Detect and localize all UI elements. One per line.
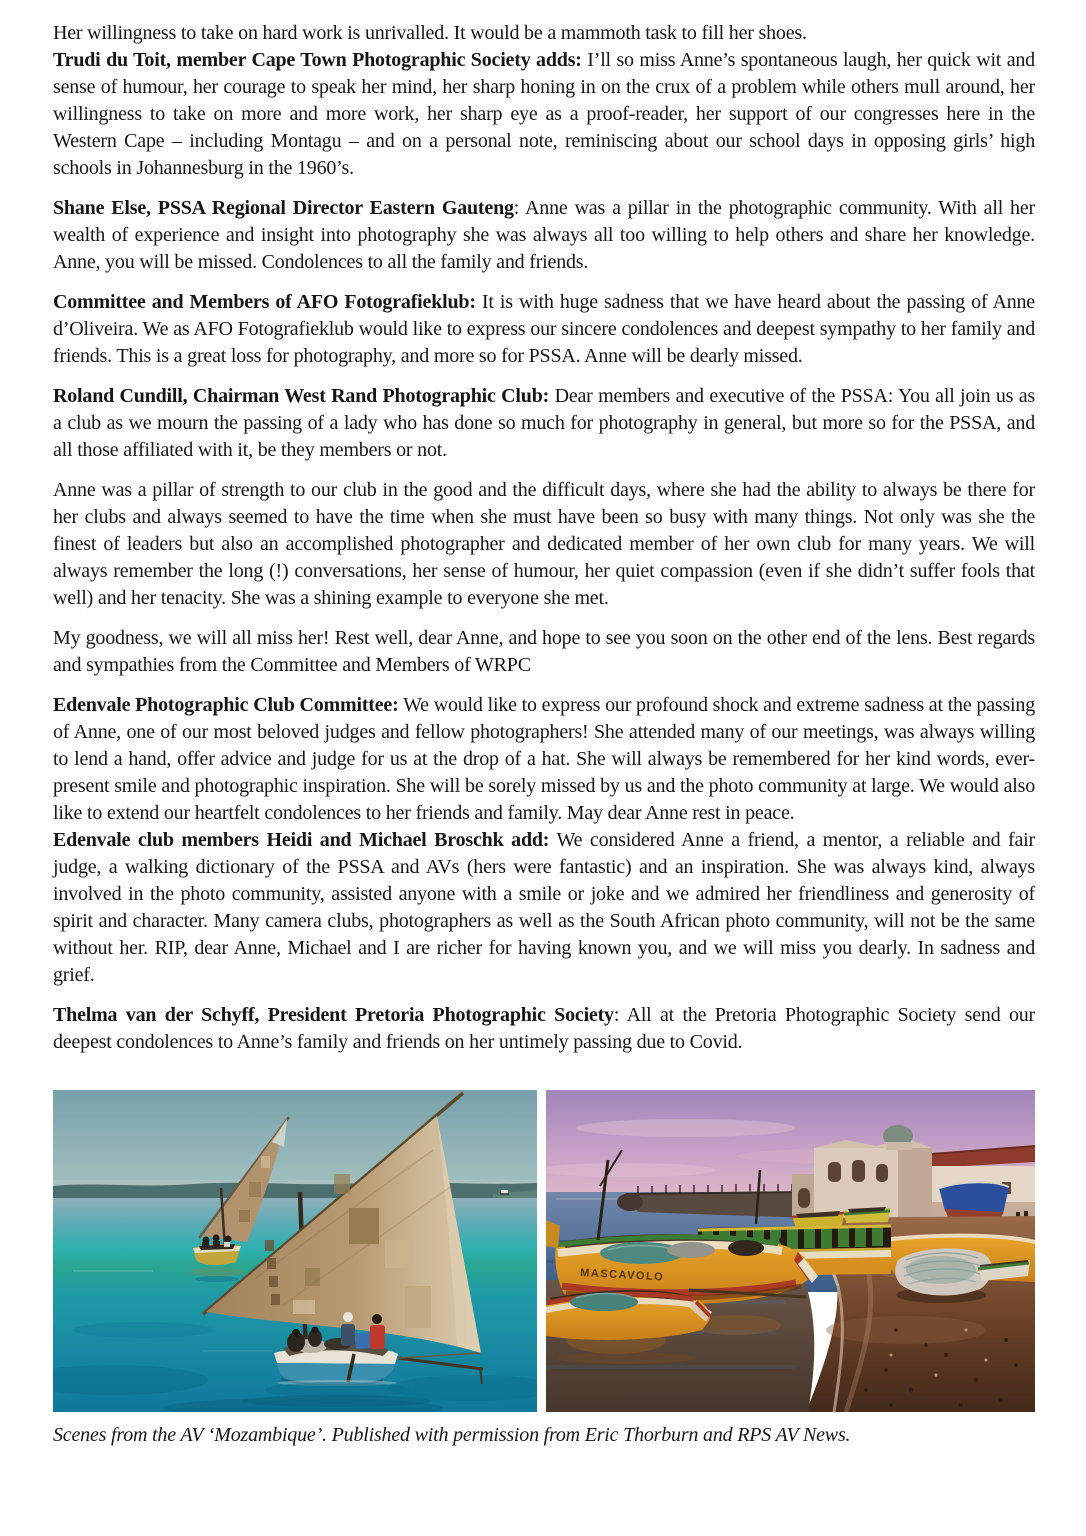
tribute-text: My goodness, we will all miss her! Rest well, dear Anne, and hope to see you soon on the other end of the lens. Best regards and sympathies from the Committee and Members of WRPC xyxy=(53,627,1035,676)
tribute-text: Her willingness to take on hard work is unrivalled. It would be a mammoth task to fill her shoes. xyxy=(53,22,807,44)
beached-boats-illustration xyxy=(546,1090,1035,1412)
tribute-author: Committee and Members of AFO Fotografieklub: xyxy=(53,291,476,313)
tribute-text: It is with huge sadness that we have heard about the passing of Anne d’Oliveira. We as AFO Fotografieklub would like to express our sincere condolences and deepest sympathy to her family and friends. This is a great loss for photography, and more so for PSSA. Anne will be dearly missed. xyxy=(53,291,1035,367)
tribute-paragraph xyxy=(53,47,1035,182)
tribute-author: Trudi du Toit, member Cape Town Photographic Society adds: xyxy=(53,49,582,71)
tribute-author: Edenvale Photographic Club Committee: xyxy=(53,694,399,716)
tribute-text: Anne was a pillar of strength to our club in the good and the difficult days, where she had the ability to always be there for her clubs and always seemed to have the time when she must have been so busy with many things. Not only was she the finest of leaders but also an accomplished photographer and dedicated member of her own club for many years. We will always remember the long (!) conversations, her sense of humour, her quiet compassion (even if she didn’t suffer fools that well) and her tenacity. She was a shining example to everyone she met. xyxy=(53,479,1035,609)
dhows-illustration xyxy=(53,1090,537,1412)
photo-caption: Scenes from the AV ‘Mozambique’. Published with permission from Eric Thorburn and RPS AV News. xyxy=(53,1424,851,1446)
tribute-paragraph xyxy=(53,827,1035,989)
tribute-paragraph xyxy=(53,625,1035,679)
tribute-paragraph xyxy=(53,692,1035,827)
photos-figure xyxy=(53,1090,1035,1412)
tribute-paragraph xyxy=(53,383,1035,464)
tribute-author: Shane Else, PSSA Regional Director Eastern Gauteng xyxy=(53,197,514,219)
tribute-paragraph xyxy=(53,477,1035,612)
tributes-article xyxy=(53,20,1035,1056)
tribute-text: : All at the Pretoria Photographic Society send our deepest condolences to Anne’s family and friends on her untimely passing due to Covid. xyxy=(53,1004,1036,1053)
foreground-boat xyxy=(546,1290,712,1340)
tribute-text: We considered Anne a friend, a mentor, a reliable and fair judge, a walking dictionary of the PSSA and AVs (hers were fantastic) and an inspiration. She was always kind, always involved in the photo community, assisted anyone with a smile or joke and we admired her friendliness and generosity of spirit and character. Many camera clubs, photographers as well as the South African photo community, will not be the same without her. RIP, dear Anne, Michael and I are richer for having known you, and we will miss you dearly. In sadness and grief. xyxy=(53,829,1035,986)
tribute-paragraph xyxy=(53,195,1035,276)
tribute-text: : Anne was a pillar in the photographic community. With all her wealth of experience and insight into photography she was always all too willing to help others and share her knowledge. Anne, you will be missed. Condolences to all the family and friends. xyxy=(53,197,1035,273)
tribute-paragraph xyxy=(53,20,1035,47)
tribute-text: We would like to express our profound shock and extreme sadness at the passing of Anne, one of our most beloved judges and fellow photographers! She attended many of our meetings, was always willing to lend a hand, offer advice and judge for us at the drop of a hat. She will always be remembered for her kind words, ever-present smile and photographic inspiration. She will be sorely missed by us and the photo community at large. We would also like to extend our heartfelt condolences to her friends and family. May dear Anne rest in peace. xyxy=(53,694,1035,824)
netted-white-boat xyxy=(895,1248,992,1303)
tribute-author: Edenvale club members Heidi and Michael Broschk add: xyxy=(53,829,550,851)
tribute-author: Thelma van der Schyff, President Pretoria Photographic Society xyxy=(53,1004,614,1026)
tribute-author: Roland Cundill, Chairman West Rand Photographic Club: xyxy=(53,385,550,407)
tribute-text: Dear members and executive of the PSSA: You all join us as a club as we mourn the passing of a lady who has done so much for photography in general, but more so for the PSSA, and all those affiliated with it, be they members or not. xyxy=(53,385,1036,461)
tribute-paragraph xyxy=(53,289,1035,370)
tribute-paragraph xyxy=(53,1002,1035,1056)
tribute-text: I’ll so miss Anne’s spontaneous laugh, her quick wit and sense of humour, her courage to speak her mind, her sharp honing in on the crux of a problem while others mull around, her willingness to take on more and more work, her sharp eye as a proof-reader, her support of our congresses here in the Western Cape – including Montagu – and on a personal note, reminiscing about our school days in opposing girls’ high schools in Johannesburg in the 1960’s. xyxy=(53,49,1035,179)
photo-dhows xyxy=(53,1090,537,1412)
photo-beached-boats xyxy=(546,1090,1035,1412)
boat-name-text: MASCAVOLO xyxy=(579,1267,665,1284)
